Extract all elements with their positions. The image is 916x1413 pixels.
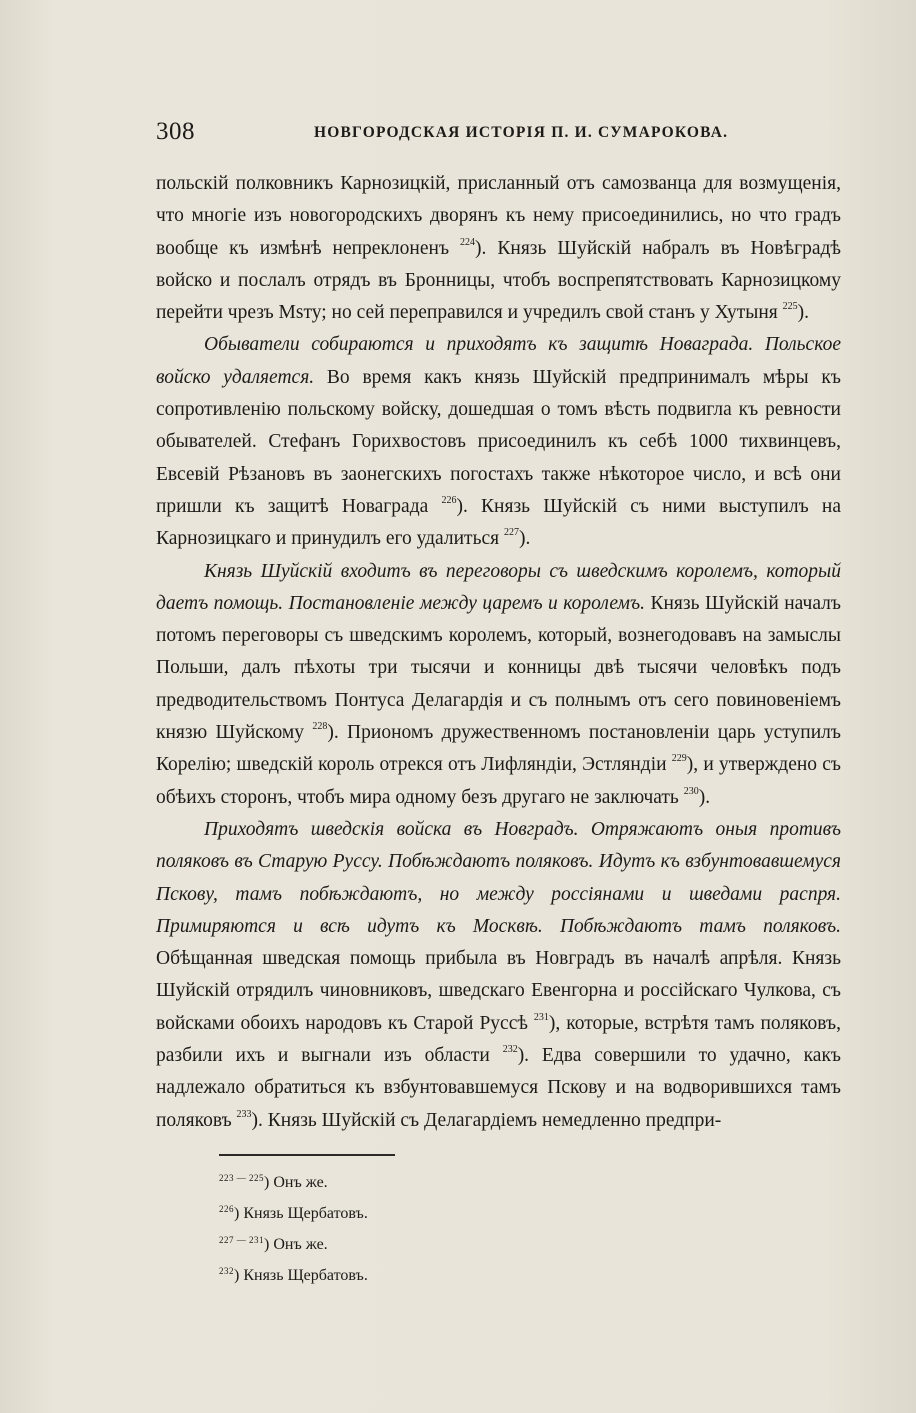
paragraph-text: ). Приономъ дружественномъ постановленіи царь уступилъ Корелію; шведскій король отрекся отъ Лифляндіи, Эстляндіи bbox=[156, 722, 841, 776]
marginal-heading: Приходятъ шведскія войска въ Новградъ. Отряжаютъ оныя противъ поляковъ въ Старую Руссу. Побѣждаютъ поляковъ. Идутъ къ взбунтовавшемуся Пскову, тамъ побѣждаютъ, но между россіянами и шведами распря. Примиряются и всѣ идутъ къ Москвѣ. Побѣждаютъ тамъ поляковъ. bbox=[156, 818, 841, 937]
paragraph-text: ), и утверждено съ обѣихъ сторонъ, чтобъ мира одному безъ другаго не заключать bbox=[156, 754, 841, 808]
footnote-marker: 233 bbox=[236, 1108, 252, 1120]
footnote-marker: 231 bbox=[533, 1011, 549, 1023]
footnote-marker: 228 bbox=[312, 721, 328, 733]
footnote-ref: 232 bbox=[219, 1266, 234, 1276]
footnote bbox=[219, 1227, 368, 1258]
footnote-marker: 232 bbox=[502, 1044, 518, 1056]
footnote-text: ) Онъ же. bbox=[264, 1174, 328, 1191]
paragraph-text: ). bbox=[518, 528, 531, 550]
footnote-marker: 224 bbox=[460, 236, 476, 248]
footnote bbox=[219, 1196, 368, 1227]
paragraph-text: ). Едва совершили то удачно, какъ надлежало обратиться къ взбунтовавшемуся Пскову и на водворившихся тамъ поляковъ bbox=[156, 1045, 842, 1131]
paragraph-text: Князь Шуйскій началъ потомъ переговоры съ шведскимъ королемъ, который, вознегодовавъ на замыслы Польши, далъ пѣхоты три тысячи и конницы двѣ тысячи человѣкъ подъ предводительствомъ Понтуса Делагардія и съ полнымъ отъ сего повиновеніемъ князю Шуйскому bbox=[156, 592, 841, 744]
footnote-marker: 229 bbox=[671, 753, 687, 765]
footnote bbox=[219, 1165, 368, 1196]
footnotes bbox=[219, 1165, 368, 1289]
footnote-text: ) Онъ же. bbox=[264, 1236, 328, 1253]
paragraph-text: Во время какъ князь Шуйскій предпринималъ мѣры къ сопротивленію польскому войску, дошедшая о томъ вѣсть подвигла къ ревности обывателей. Стефанъ Горихвостовъ присоединилъ къ себѣ 1000 тихвинцевъ, Евсевій Рѣзановъ въ заонегскихъ погостахъ также нѣкоторое число, и всѣ они пришли къ защитѣ Новаграда bbox=[156, 366, 841, 517]
footnote-ref: 223 — 225 bbox=[219, 1173, 264, 1183]
paragraph bbox=[156, 814, 841, 1137]
footnote-ref: 226 bbox=[219, 1204, 234, 1214]
footnote-ref: 227 — 231 bbox=[219, 1235, 264, 1245]
paragraph bbox=[156, 556, 841, 814]
marginal-heading: Обыватели собираются и приходятъ къ защитѣ Новаграда. Польское войско удаляется. bbox=[156, 334, 841, 388]
footnote-marker: 225 bbox=[782, 301, 798, 313]
footnote-text: ) Князь Щербатовъ. bbox=[234, 1267, 368, 1284]
paragraph bbox=[156, 168, 841, 329]
paragraph-text: ), которые, встрѣтя тамъ поляковъ, разбили ихъ и выгнали изъ области bbox=[156, 1012, 841, 1067]
main-text bbox=[156, 168, 841, 1137]
footnote-divider bbox=[219, 1154, 395, 1156]
page-number: 308 bbox=[156, 118, 195, 145]
footnote-text: ) Князь Щербатовъ. bbox=[234, 1205, 368, 1222]
paragraph-text: Обѣщанная шведская помощь прибыла въ Новградъ въ началѣ апрѣля. Князь Шуйскій отрядилъ чиновниковъ, шведскаго Евенгорна и россійскаго Чулкова, съ войсками обоихъ народовъ къ Старой Руссѣ bbox=[156, 948, 841, 1034]
footnote-marker: 226 bbox=[441, 494, 457, 506]
footnote-marker: 227 bbox=[503, 527, 519, 539]
paragraph-text: ). bbox=[797, 302, 809, 324]
paragraph-text: польскій полковникъ Карнозицкій, присланный отъ самозванца для возмущенія, что многіе изъ новогородскихъ дворянъ къ нему присоединились, но что градъ вообще къ измѣнѣ непреклоненъ bbox=[156, 173, 841, 259]
marginal-heading: Князь Шуйскій входитъ въ переговоры съ шведскимъ королемъ, который даетъ помощь. Постановленіе между царемъ и королемъ. bbox=[156, 560, 841, 614]
paragraph-text: ). Князь Шуйскій набралъ въ Новѣградѣ войско и послалъ отрядъ въ Бронницы, чтобъ воспрепятствовать Карнозицкому перейти чрезъ Msту; но сей переправился и учредилъ свой станъ у Хутыня bbox=[156, 237, 841, 324]
paragraph bbox=[156, 329, 841, 555]
footnote-marker: 230 bbox=[683, 785, 699, 797]
page-header bbox=[156, 118, 841, 152]
paragraph-text: ). Князь Шуйскій съ Делагардіемъ немедленно предпри- bbox=[251, 1109, 722, 1131]
footnote bbox=[219, 1258, 368, 1289]
paragraph-text: ). Князь Шуйскій съ ними выступилъ на Карнозицкаго и принудилъ его удалиться bbox=[156, 495, 842, 550]
running-title: НОВГОРОДСКАЯ ИСТОРІЯ П. И. СУМАРОКОВА. bbox=[314, 124, 729, 141]
paragraph-text: ). bbox=[698, 786, 711, 808]
